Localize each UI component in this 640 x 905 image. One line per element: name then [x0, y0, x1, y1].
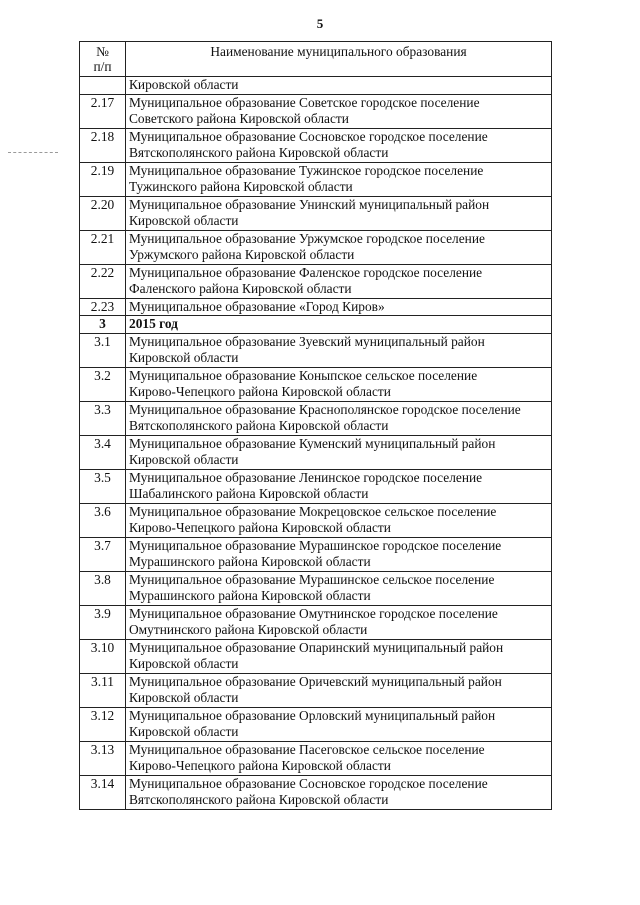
row-name-line: Вятскополянского района Кировской области — [129, 792, 389, 807]
row-number: 2.18 — [80, 128, 126, 162]
table-row — [80, 775, 552, 809]
row-name — [126, 264, 552, 298]
table-row — [80, 639, 552, 673]
row-name-line: Муниципальное образование Зуевский муниципальный район — [129, 333, 485, 349]
table-row — [80, 264, 552, 298]
row-name-line: Вятскополянского района Кировской области — [129, 145, 389, 160]
row-name-line: Кировской области — [129, 350, 239, 365]
row-number: 3.6 — [80, 503, 126, 537]
row-name — [126, 77, 552, 95]
table-row — [80, 162, 552, 196]
header-number — [80, 42, 126, 77]
row-number: 3.11 — [80, 673, 126, 707]
row-number: 3.7 — [80, 537, 126, 571]
table-row — [80, 196, 552, 230]
row-name-line: Шабалинского района Кировской области — [129, 486, 369, 501]
row-name-line: Муниципальное образование Тужинское городское поселение — [129, 162, 484, 178]
header-number-symbol: № — [96, 44, 109, 59]
row-name-line: Муниципальное образование Оричевский муниципальный район — [129, 673, 502, 689]
row-name — [126, 605, 552, 639]
row-number: 3.3 — [80, 401, 126, 435]
table-row — [80, 673, 552, 707]
table-row — [80, 707, 552, 741]
row-number: 2.19 — [80, 162, 126, 196]
row-number: 3.9 — [80, 605, 126, 639]
row-name — [126, 333, 552, 367]
table-row — [80, 298, 552, 316]
row-name — [126, 128, 552, 162]
row-name-line: Кировской области — [129, 690, 239, 705]
row-name-line: Омутнинского района Кировской области — [129, 622, 368, 637]
row-name-line: Уржумского района Кировской области — [129, 247, 355, 262]
row-number — [80, 77, 126, 95]
row-name-line: Муниципальное образование Краснополянское городское поселение — [129, 401, 521, 417]
row-number: 2.21 — [80, 230, 126, 264]
table-row — [80, 230, 552, 264]
row-name-line: Фаленского района Кировской области — [129, 281, 352, 296]
row-name-line: Мурашинского района Кировской области — [129, 588, 371, 603]
row-name-line: Кирово-Чепецкого района Кировской области — [129, 758, 391, 773]
row-name — [126, 571, 552, 605]
header-number-abbr: п/п — [93, 59, 112, 74]
row-name-line: Муниципальное образование Сосновское городское поселение — [129, 775, 488, 791]
row-name-line: Кировской области — [129, 213, 239, 228]
table-row — [80, 401, 552, 435]
row-name-line: Кировской области — [129, 77, 239, 92]
row-name-line: Кирово-Чепецкого района Кировской области — [129, 520, 391, 535]
row-name — [126, 775, 552, 809]
row-name-line: Муниципальное образование Уржумское городское поселение — [129, 230, 485, 246]
row-name — [126, 469, 552, 503]
row-name-line: Муниципальное образование Советское городское поселение — [129, 94, 480, 110]
row-name-line: Муниципальное образование Мокрецовское сельское поселение — [129, 503, 497, 519]
row-name-line: Муниципальное образование Орловский муниципальный район — [129, 707, 496, 723]
row-name — [126, 537, 552, 571]
row-number: 3.13 — [80, 741, 126, 775]
row-number: 3.2 — [80, 367, 126, 401]
table-row — [80, 128, 552, 162]
row-name-line: Муниципальное образование «Город Киров» — [129, 298, 385, 314]
row-name-line: Муниципальное образование Опаринский муниципальный район — [129, 639, 504, 655]
row-name-line: Советского района Кировской области — [129, 111, 349, 126]
row-name — [126, 367, 552, 401]
scan-artifact-line — [8, 152, 58, 153]
table-row — [80, 741, 552, 775]
page-number: 5 — [316, 16, 324, 31]
row-number: 3 — [80, 316, 126, 334]
row-number: 2.22 — [80, 264, 126, 298]
row-name — [126, 298, 552, 316]
row-name — [126, 316, 552, 334]
table-row — [80, 571, 552, 605]
table-row — [80, 333, 552, 367]
row-name-line: Муниципальное образование Фаленское городское поселение — [129, 264, 483, 280]
row-name-line: Муниципальное образование Куменский муниципальный район — [129, 435, 496, 451]
municipal-entities-table — [79, 41, 552, 810]
row-name-line: Муниципальное образование Коныпское сельское поселение — [129, 367, 478, 383]
row-name-line: Тужинского района Кировской области — [129, 179, 353, 194]
row-name-line: Муниципальное образование Унинский муниципальный район — [129, 196, 490, 212]
row-name-line: Муниципальное образование Омутнинское городское поселение — [129, 605, 498, 621]
row-name-line: Муниципальное образование Мурашинское сельское поселение — [129, 571, 495, 587]
row-name — [126, 401, 552, 435]
row-name — [126, 503, 552, 537]
row-number: 3.1 — [80, 333, 126, 367]
row-number: 2.17 — [80, 94, 126, 128]
row-name — [126, 162, 552, 196]
table-row — [80, 435, 552, 469]
row-number: 3.5 — [80, 469, 126, 503]
row-number: 2.20 — [80, 196, 126, 230]
row-number: 3.10 — [80, 639, 126, 673]
table-body — [80, 77, 552, 810]
row-name-line: Кировской области — [129, 452, 239, 467]
row-name — [126, 94, 552, 128]
table-row — [80, 605, 552, 639]
table-row — [80, 367, 552, 401]
row-number: 3.14 — [80, 775, 126, 809]
table-row — [80, 469, 552, 503]
row-number: 3.8 — [80, 571, 126, 605]
row-name-line: Муниципальное образование Сосновское городское поселение — [129, 128, 488, 144]
table-row — [80, 503, 552, 537]
row-name — [126, 435, 552, 469]
row-name-line: Кирово-Чепецкого района Кировской области — [129, 384, 391, 399]
row-name-line: Кировской области — [129, 656, 239, 671]
row-name-line: Муниципальное образование Пасеговское сельское поселение — [129, 741, 485, 757]
row-name-line: Вятскополянского района Кировской области — [129, 418, 389, 433]
row-name — [126, 741, 552, 775]
table-row — [80, 316, 552, 334]
header-name: Наименование муниципального образования — [126, 42, 552, 77]
row-name-line: Мурашинского района Кировской области — [129, 554, 371, 569]
row-name-line: Кировской области — [129, 724, 239, 739]
table-header-row — [80, 42, 552, 77]
table-row — [80, 94, 552, 128]
row-name-line: Муниципальное образование Ленинское городское поселение — [129, 469, 483, 485]
row-number: 3.4 — [80, 435, 126, 469]
row-number: 3.12 — [80, 707, 126, 741]
row-name — [126, 673, 552, 707]
row-name — [126, 639, 552, 673]
row-name — [126, 707, 552, 741]
row-number: 2.23 — [80, 298, 126, 316]
row-name-line: Муниципальное образование Мурашинское городское поселение — [129, 537, 502, 553]
row-name-line: 2015 год — [129, 316, 178, 331]
row-name — [126, 230, 552, 264]
table-row — [80, 537, 552, 571]
row-name — [126, 196, 552, 230]
table-row — [80, 77, 552, 95]
